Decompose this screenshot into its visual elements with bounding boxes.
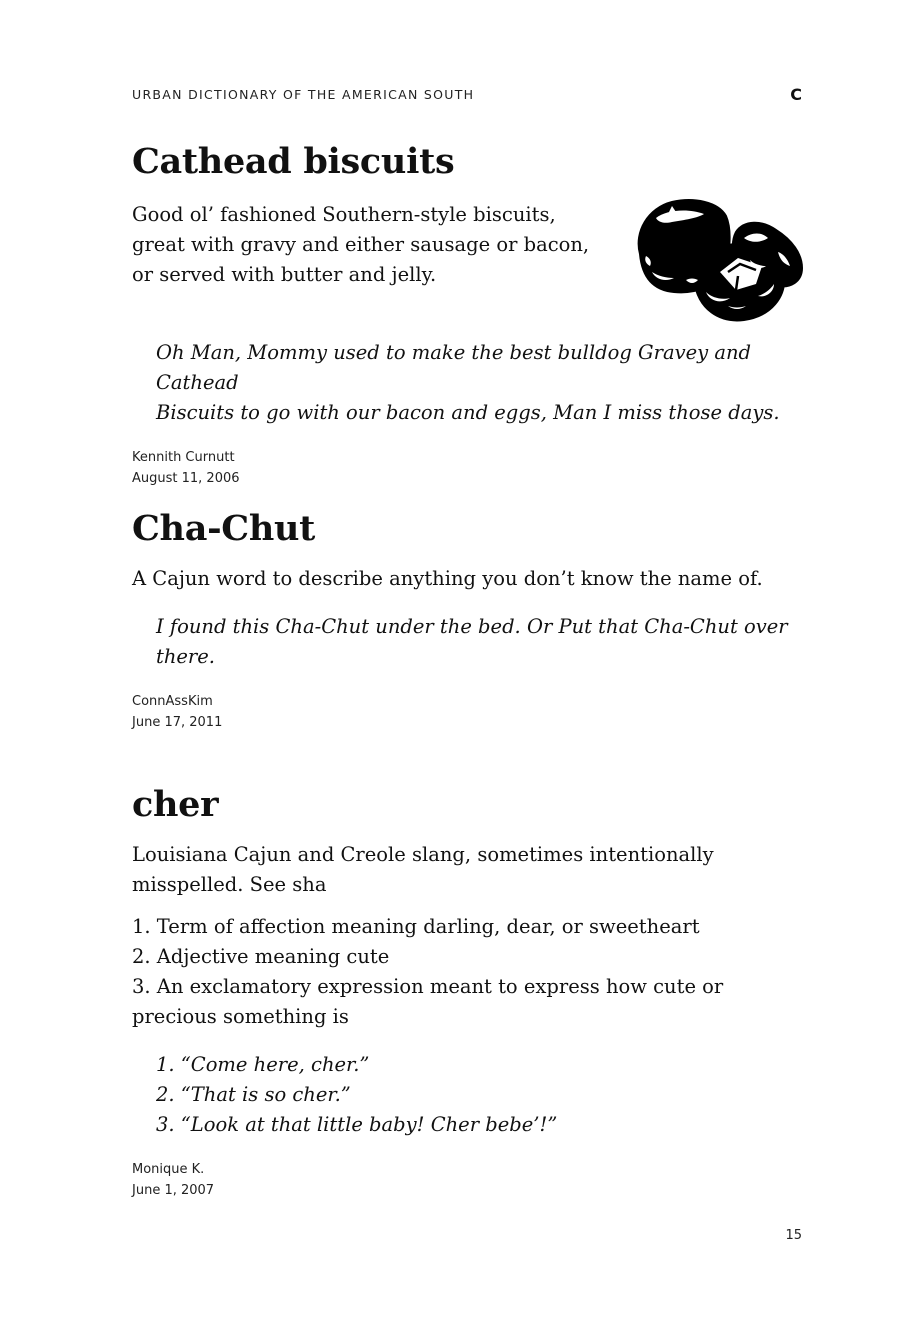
definition (132, 840, 802, 900)
running-header (132, 86, 802, 106)
entry-cher (132, 783, 802, 1201)
sense-item: precious something is (132, 1005, 349, 1028)
page-number: 15 (785, 1228, 802, 1243)
example-item: 3. “Look at that little baby! Cher bebe’!” (156, 1113, 558, 1136)
date: June 1, 2007 (132, 1183, 215, 1198)
section-letter: C (790, 85, 802, 104)
author: ConnAssKim (132, 694, 213, 709)
example (132, 612, 802, 672)
example-line: there. (156, 645, 215, 668)
entry-cha-chut (132, 507, 802, 733)
running-title: URBAN DICTIONARY OF THE AMERICAN SOUTH (132, 87, 475, 102)
example-line: Biscuits to go with our bacon and eggs, Man I miss those days. (156, 401, 780, 424)
sense-item: 3. An exclamatory expression meant to express how cute or (132, 975, 724, 998)
definition-line: Louisiana Cajun and Creole slang, sometimes intentionally (132, 843, 714, 866)
attribution (132, 691, 802, 733)
attribution (132, 1159, 802, 1201)
date: August 11, 2006 (132, 471, 240, 486)
biscuits-illustration (632, 196, 804, 324)
definition-line: Good ol’ fashioned Southern-style biscuits, (132, 203, 556, 226)
definition (132, 564, 802, 594)
example (132, 338, 802, 428)
definition-line: misspelled. See sha (132, 873, 327, 896)
headword: Cha-Chut (132, 508, 316, 549)
author: Kennith Curnutt (132, 450, 235, 465)
definition-line: A Cajun word to describe anything you don’t know the name of. (132, 567, 763, 590)
attribution (132, 447, 802, 489)
definition-line: great with gravy and either sausage or bacon, (132, 233, 590, 256)
date: June 17, 2011 (132, 715, 223, 730)
author: Monique K. (132, 1162, 205, 1177)
definition-line: or served with butter and jelly. (132, 263, 437, 286)
headword: cher (132, 784, 219, 825)
headword: Cathead biscuits (132, 141, 455, 182)
example-line: Oh Man, Mommy used to make the best bulldog Gravey and Cathead (156, 341, 752, 394)
example-item: 2. “That is so cher.” (156, 1083, 351, 1106)
sense-list (132, 912, 802, 1032)
example-line: I found this Cha-Chut under the bed. Or Put that Cha-Chut over (156, 615, 788, 638)
sense-item: 2. Adjective meaning cute (132, 945, 390, 968)
example-item: 1. “Come here, cher.” (156, 1053, 370, 1076)
example-list (132, 1050, 802, 1140)
sense-item: 1. Term of affection meaning darling, dear, or sweetheart (132, 915, 700, 938)
